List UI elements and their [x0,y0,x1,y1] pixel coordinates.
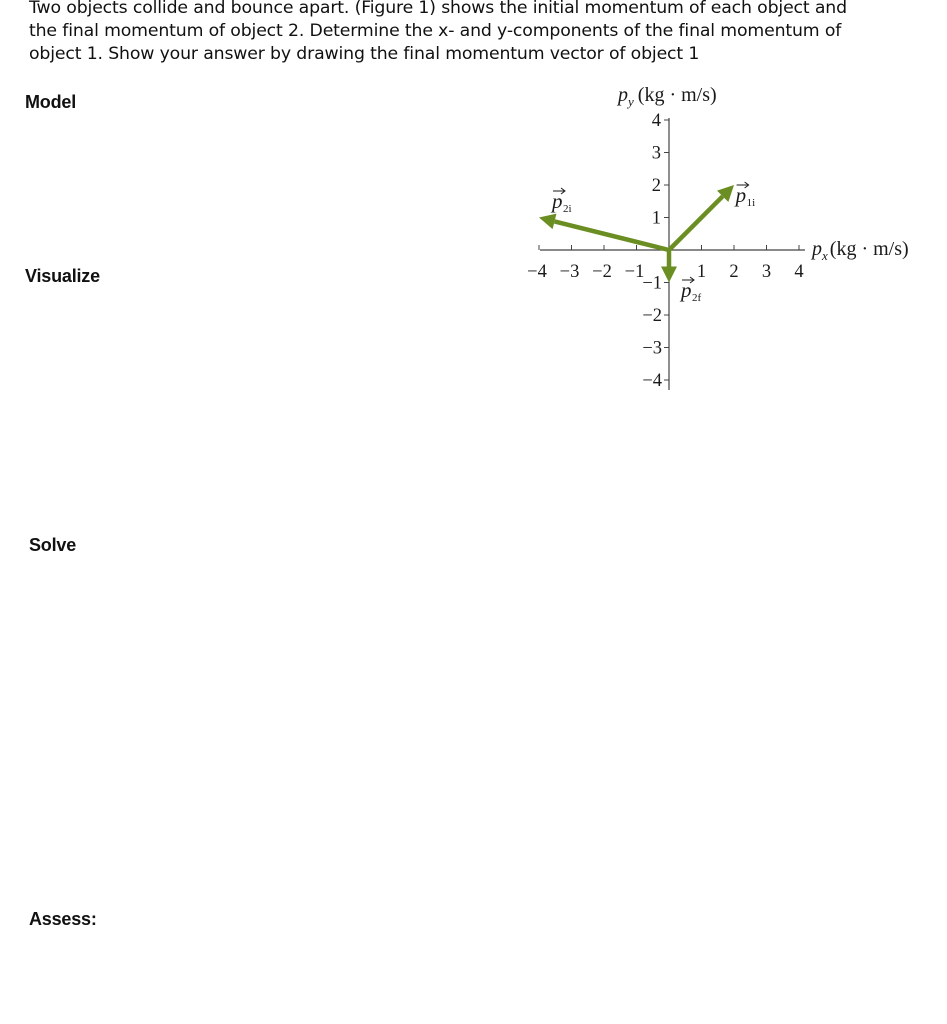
problem-line-2: the final momentum of object 2. Determine the x- and y-components of the final momentum of [29,21,842,41]
problem-line-3: object 1. Show your answer by drawing the final momentum vector of object 1 [29,44,700,64]
vector-2i-label [550,188,572,215]
section-solve-heading: Solve [29,535,77,555]
y-tick-label: −2 [642,306,662,326]
y-axis-symbol: p [618,84,628,106]
x-tick-label: −4 [527,262,547,282]
y-axis-units: (kg · m/s) [637,84,717,106]
x-axis-label [810,238,909,263]
y-axis-subscript: y [628,94,634,109]
section-assess-heading: Assess: [29,909,97,929]
x-tick-label: −1 [624,262,645,282]
vector-label-symbol: p [552,189,563,213]
x-tick-label: −3 [559,262,580,282]
vector-2i-arrowhead [539,214,556,230]
x-tick-label: −2 [592,262,612,282]
vector-label-symbol: p [735,183,747,207]
x-axis-subscript: x [822,248,828,263]
x-tick-label: 1 [696,262,707,282]
problem-line-1: Two objects collide and bounce apart. (Figure 1) shows the initial momentum of each object and [29,0,847,18]
y-axis-label [616,84,717,109]
y-tick-label: −3 [642,338,662,359]
section-model-heading: Model [25,92,76,112]
x-axis-symbol: p [812,238,822,260]
y-tick-label: 2 [651,176,661,196]
x-axis-units: (kg · m/s) [829,238,909,260]
y-tick-label: 1 [651,208,661,229]
vector-2f-arrowhead [661,267,677,283]
y-tick-label: −4 [642,371,662,391]
y-tick-label: 4 [651,111,661,131]
y-tick-label: 3 [651,143,661,164]
vector-label-subscript: 2i [563,203,572,215]
vector-label-symbol: p [681,278,692,302]
vector-1i-label [734,182,756,209]
section-visualize-heading: Visualize [25,266,100,286]
x-tick-label: 3 [761,262,772,282]
vector-label-subscript: 2f [692,292,702,304]
x-tick-label: 2 [729,262,739,282]
vector-label-subscript: 1i [746,197,756,209]
y-tick-label: −1 [642,273,662,294]
vector-1i-shaft [669,196,723,250]
x-tick-label: 4 [794,262,804,282]
